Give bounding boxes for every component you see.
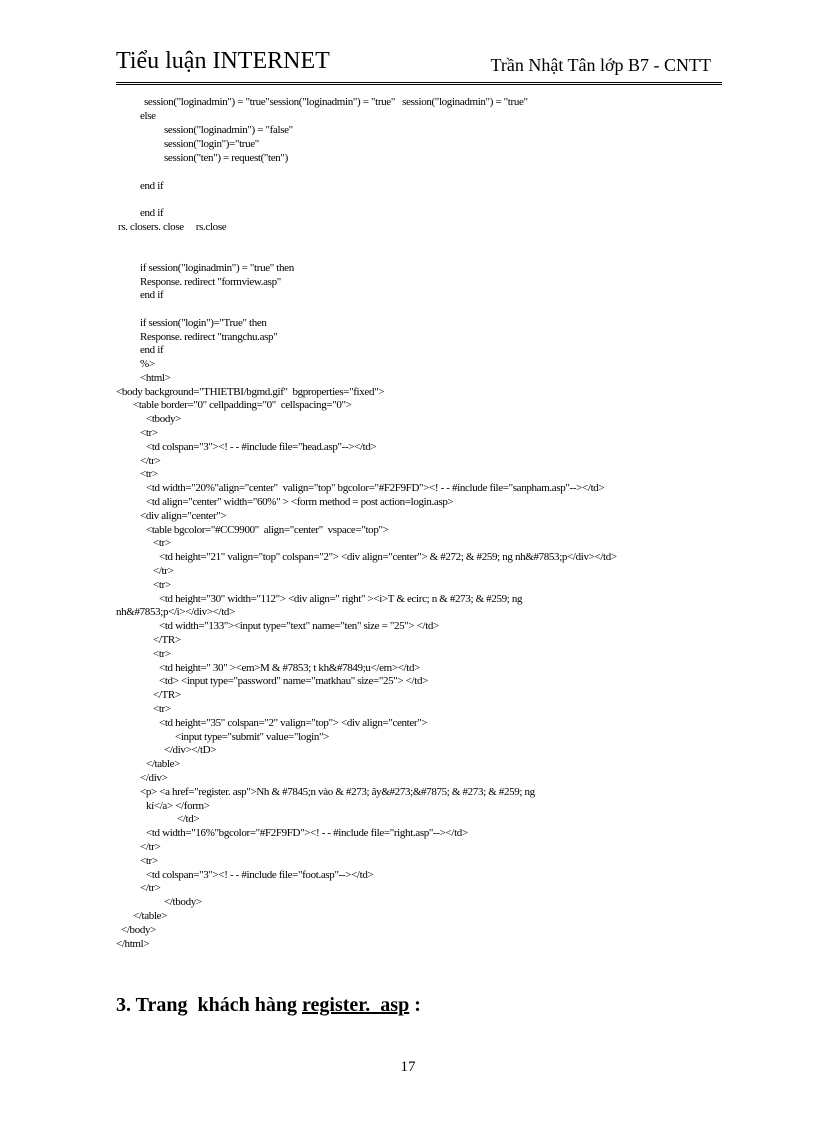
code-line: <td align="center" width="60%" > <form method = post action=login.asp> <box>146 496 454 508</box>
code-line: <td colspan="3"><! - - #include file="foot.asp"--></td> <box>146 869 374 881</box>
code-line: </div> <box>140 772 168 784</box>
code-line: session("login")="true" <box>164 138 259 150</box>
page-number: 17 <box>400 1059 416 1075</box>
code-line: <div align="center"> <box>140 510 227 522</box>
code-line: <p> <a href="register. asp">Nh & #7845;n vào & #273; ây&#273;&#7875; & #273; & #259; ng <box>140 786 535 798</box>
code-line: <td width="133"><input type="text" name="ten" size = "25"> </td> <box>159 620 439 632</box>
code-line: <td height="21" valign="top" colspan="2"> <div align="center"> & #272; & #259; ng nh&#7853;p</div></td> <box>159 551 617 563</box>
code-line: <tr> <box>140 427 158 439</box>
code-line: </TR> <box>153 634 181 646</box>
code-line: </tr> <box>140 455 161 467</box>
code-line: Response. redirect "trangchu.asp" <box>140 331 278 343</box>
code-line: <td width="20%"align="center" valign="top" bgcolor="#F2F9FD"><! - - #include file="sanpham.asp"--></td> <box>146 482 605 494</box>
code-line: session("loginadmin") = "false" <box>164 124 293 136</box>
code-line: <td colspan="3"><! - - #include file="head.asp"--></td> <box>146 441 377 453</box>
code-line: <html> <box>140 372 171 384</box>
code-line: <td> <input type="password" name="matkhau" size="25"> </td> <box>159 675 428 687</box>
code-line: <td height="30" width="112"> <div align=" right" ><i>T & ecirc; n & #273; & #259; ng <box>159 593 523 605</box>
code-line: </html> <box>116 938 150 950</box>
document-title: Tiểu luận INTERNET <box>116 48 330 74</box>
code-line: end if <box>140 289 164 301</box>
code-line: <tr> <box>140 855 158 867</box>
section-heading-suffix: : <box>409 994 421 1016</box>
code-line: </table> <box>146 758 181 770</box>
author-info: Trần Nhật Tân lớp B7 - CNTT <box>490 55 711 75</box>
code-line: <tr> <box>153 703 171 715</box>
code-line: <tr> <box>153 648 171 660</box>
code-line: </tr> <box>153 565 174 577</box>
code-line: end if <box>140 207 164 219</box>
section-heading <box>116 994 421 1017</box>
code-line: </tbody> <box>164 896 202 908</box>
code-line: kí</a> </form> <box>146 800 210 812</box>
code-line: <table bgcolor="#CC9900" align="center" vspace="top"> <box>146 524 389 536</box>
code-line: <body background="THIETBI/bgmd.gif" bgproperties="fixed"> <box>116 386 385 398</box>
code-line: if session("loginadmin") = "true" then <box>140 262 294 274</box>
code-line: Response. redirect "formview.asp" <box>140 276 281 288</box>
code-line: %> <box>140 358 155 370</box>
code-line: </tr> <box>140 882 161 894</box>
code-line: </TR> <box>153 689 181 701</box>
code-line: </td> <box>177 813 200 825</box>
code-line: <tr> <box>153 579 171 591</box>
code-line: <table border="0" cellpadding="0" cellspacing="0"> <box>133 399 352 411</box>
code-line: <tr> <box>153 537 171 549</box>
code-line: session("ten") = request("ten") <box>164 152 288 164</box>
code-line: nh&#7853;p</i></div></td> <box>116 606 235 618</box>
header-divider <box>116 82 722 85</box>
section-heading-prefix: 3. Trang khách hàng <box>116 994 302 1016</box>
code-line: </table> <box>133 910 168 922</box>
code-line: <td height="35" colspan="2" valign="top"> <div align="center"> <box>159 717 428 729</box>
code-line: <td width="16%"bgcolor="#F2F9FD"><! - - #include file="right.asp"--></td> <box>146 827 468 839</box>
code-line: <tbody> <box>146 413 182 425</box>
code-line: rs. closers. close rs.close <box>118 221 227 233</box>
code-line: <td height=" 30" ><em>M & #7853; t kh&#7849;u</em></td> <box>159 662 420 674</box>
code-line: else <box>140 110 156 122</box>
code-line: </body> <box>121 924 157 936</box>
code-line: <input type="submit" value="login"> <box>175 731 329 743</box>
code-line: session("loginadmin") = "true"session("loginadmin") = "true" session("loginadmin") = "true" <box>144 96 528 108</box>
register-asp-link[interactable]: register. asp <box>302 994 410 1016</box>
code-line: end if <box>140 180 164 192</box>
code-line: </tr> <box>140 841 161 853</box>
code-line: end if <box>140 344 164 356</box>
code-line: <tr> <box>140 468 158 480</box>
page-header <box>116 46 721 84</box>
code-line: if session("login")="True" then <box>140 317 267 329</box>
code-line: </div></tD> <box>164 744 217 756</box>
